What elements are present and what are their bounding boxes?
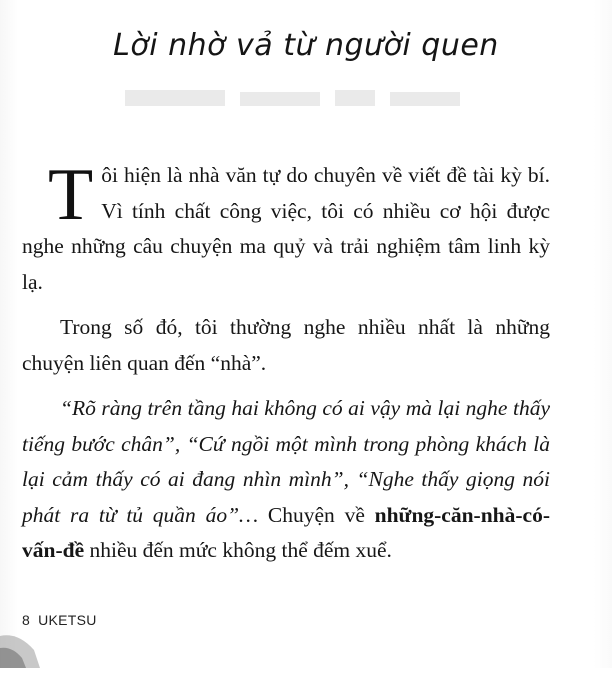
author-name: UKETSU xyxy=(38,612,97,628)
page-number: 8 xyxy=(22,612,31,628)
page-footer xyxy=(22,612,97,628)
drop-cap: T xyxy=(48,154,94,236)
paragraph-3 xyxy=(22,391,550,569)
show-through-text xyxy=(110,84,470,114)
paragraph-2: Trong số đó, tôi thường nghe nhiều nhất là những chuyện liên quan đến “nhà”. xyxy=(22,315,550,375)
quoted-experiences: “Rõ ràng trên tầng hai không có ai vậy mà lại nghe thấy tiếng bước chân”, “Cứ ngồi một mình trong phòng khách là lại cảm thấy có ai đang nhìn mình”, “Nghe thấy giọng nói phát ra từ tủ quần áo”… xyxy=(22,396,550,527)
chapter-title: Lời nhờ vả từ người quen xyxy=(113,28,499,63)
paragraph-1 xyxy=(22,154,550,300)
paragraph-1-text: ôi hiện là nhà văn tự do chuyên về viết đề tài kỳ bí. Vì tính chất công việc, tôi có nhiều cơ hội được nghe những câu chuyện ma quỷ và trải nghiệm tâm linh kỳ lạ. xyxy=(22,163,550,294)
emphasized-phrase: những-căn-nhà-có-vấn-đề xyxy=(22,502,550,562)
paragraph-3-tail: nhiều đến mức không thể đếm xuể. xyxy=(89,538,392,562)
body-text xyxy=(22,154,550,569)
page-corner-shadow xyxy=(0,628,60,668)
paragraph-3-lead: Chuyện về xyxy=(267,502,365,527)
